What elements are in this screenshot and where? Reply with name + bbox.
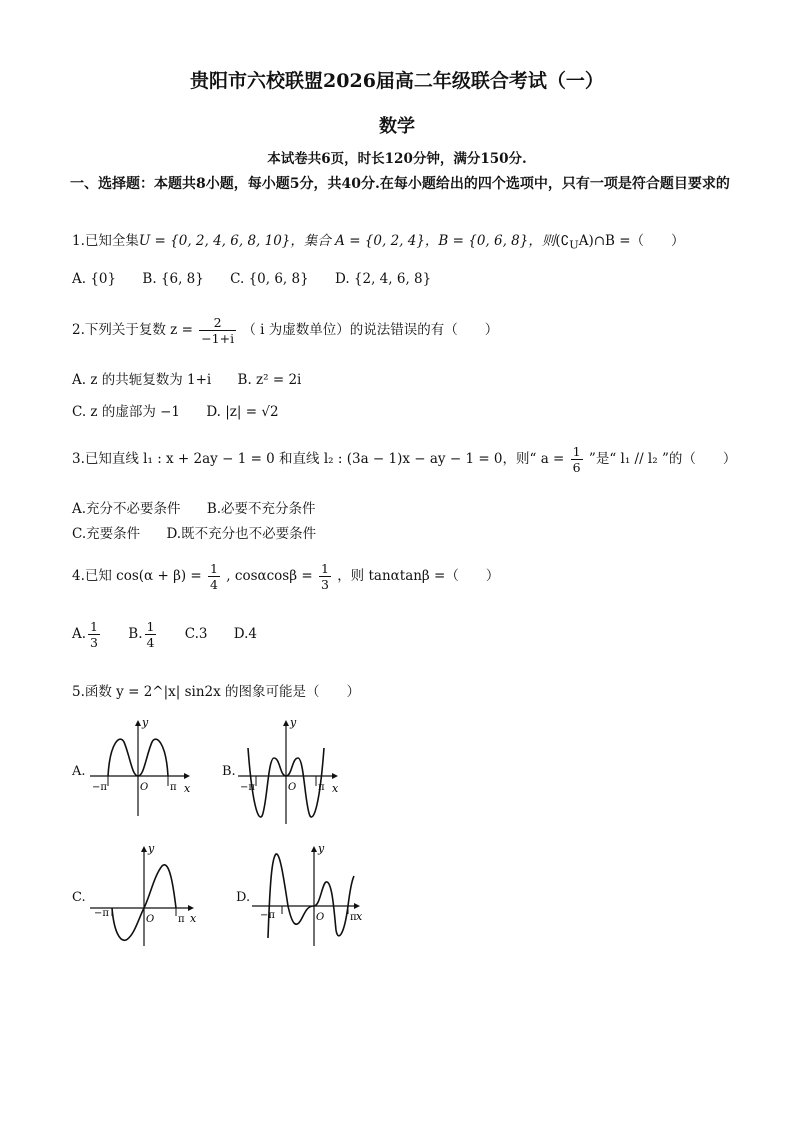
q4-frac1-num: 1 [210,561,218,576]
label-origin: O [288,782,297,793]
q4-frac2-num: 1 [320,561,329,576]
x-axis-arrow-icon [188,905,194,911]
label-origin: O [316,912,325,923]
q4-option-c[interactable]: C.3 [184,626,208,642]
question-5: 5.函数 y = 2^|x| sin2x 的图象可能是（ ） [72,684,361,700]
q5-option-d-label[interactable]: D. [236,890,251,905]
q3-frac-num: 1 [572,444,581,459]
q4-option-b[interactable] [128,619,158,650]
label-pi: π [318,782,325,793]
section-heading: 一、选择题：本题共8小题，每小题5分，共40分.在每小题给出的四个选项中，只有一项是符合题目要求的 [70,176,730,192]
axis-label-y: y [290,716,297,729]
q2-fraction [199,315,236,346]
q1-options [72,271,453,287]
q2-prefix: 2.下列关于复数 z = [72,322,193,338]
q3-tail: ”是“ l₁ // l₂ ”的（ ） [588,451,737,467]
label-pi: π [350,912,357,923]
q4-prefix: 4.已知 cos(α + β) = [72,568,202,584]
q2-tail: （ i 为虚数单位）的说法错误的有（ ） [242,322,499,338]
q3-option-a[interactable]: A.充分不必要条件 [72,501,181,517]
label-pi: π [170,782,177,793]
q4-fraction-1 [208,561,220,592]
subject-title: 数学 [379,116,415,137]
q4-option-b-frac [145,619,157,650]
q4-tail: ，则 tanαtanβ =（ ） [337,568,500,584]
q1-prefix: 1.已知全集 [72,233,139,249]
q3-prefix: 3.已知直线 l₁ : x + 2ay − 1 = 0 和直线 l₂ : (3a − 1)x − ay − 1 = 0，则“ a = [72,451,565,467]
label-neg-pi: −π [92,782,107,793]
q2-frac-den: −1+i [201,331,235,346]
q2-option-d[interactable]: D. |z| = √2 [206,404,279,420]
q1-sets: U = {0, 2, 4, 6, 8, 10}，集合 A = {0, 2, 4}，B = {0, 6, 8}，则 [138,233,556,249]
q5-graph-a [86,712,206,820]
q2-option-b[interactable]: B. z² = 2i [237,372,302,388]
y-axis-arrow-icon [135,720,141,726]
q4-frac2-den: 3 [320,577,329,592]
q4-fraction-2 [319,561,331,592]
q4-option-b-num: 1 [146,619,155,634]
q1-option-d[interactable]: D. {2, 4, 6, 8} [335,271,432,287]
q1-option-c[interactable]: C. {0, 6, 8} [230,271,309,287]
x-axis-arrow-icon [332,773,338,779]
q2-options-row2 [72,400,301,420]
q3-option-b[interactable]: B.必要不充分条件 [206,501,316,517]
q3-options-row2 [72,522,338,542]
q3-frac-den: 6 [572,460,581,475]
q4-option-a-den: 3 [90,635,98,650]
q2-options-row1 [72,368,323,388]
x-axis-arrow-icon [184,773,190,779]
q3-option-c[interactable]: C.充要条件 [72,526,141,542]
axis-label-y: y [142,716,149,729]
label-origin: O [140,782,149,793]
y-axis-arrow-icon [311,846,317,852]
q4-option-d[interactable]: D.4 [233,626,258,642]
q4-option-a[interactable] [72,619,102,650]
q5-option-c-label[interactable]: C. [72,890,86,905]
axis-label-x: x [190,912,197,925]
exam-title: 贵阳市六校联盟2026届高二年级联合考试（一） [190,70,604,92]
axis-label-x: x [356,910,363,923]
curve [268,854,354,938]
q3-options-row1 [72,497,338,517]
q5-option-b-label[interactable]: B. [222,764,236,779]
y-axis-arrow-icon [141,846,147,852]
q4-option-a-label: A. [72,626,87,642]
q4-option-b-label: B. [128,626,143,642]
q1-expr: (∁ [555,233,570,249]
q4-option-a-frac [88,619,100,650]
label-origin: O [146,914,155,925]
question-4 [72,561,499,592]
q2-frac-num: 2 [199,315,236,331]
q4-frac1-den: 4 [210,577,218,592]
exam-info: 本试卷共6页，时长120分钟，满分150分. [267,151,527,167]
question-3 [72,444,736,475]
y-axis-arrow-icon [283,720,289,726]
q4-options [72,619,279,650]
label-neg-pi: −π [240,782,255,793]
label-pi: π [178,914,185,925]
question-1 [72,229,685,252]
q1-tail: A)∩B =（ ） [578,233,685,249]
axis-label-y: y [148,842,155,855]
axis-label-y: y [318,842,325,855]
q4-option-b-den: 4 [146,635,155,650]
question-2 [72,315,498,346]
q5-graph-b [234,712,354,828]
q3-option-d[interactable]: D.既不充分也不必要条件 [166,526,317,542]
q1-sub: U [569,238,579,252]
q1-option-a[interactable]: A. {0} [72,271,117,287]
q2-option-c[interactable]: C. z 的虚部为 −1 [72,404,181,420]
label-neg-pi: −π [260,910,275,921]
q5-graph-d [248,840,372,950]
axis-label-x: x [184,782,191,795]
q5-option-a-label[interactable]: A. [72,764,86,779]
q3-fraction [571,444,583,475]
q4-mid: , cosαcosβ = [226,568,313,584]
label-neg-pi: −π [94,908,109,919]
q2-option-a[interactable]: A. z 的共轭复数为 1+i [72,372,212,388]
x-axis-arrow-icon [354,903,360,909]
q5-graph-c [86,840,210,950]
q4-option-a-num: 1 [90,619,98,634]
axis-label-x: x [332,782,339,795]
q1-option-b[interactable]: B. {6, 8} [142,271,204,287]
